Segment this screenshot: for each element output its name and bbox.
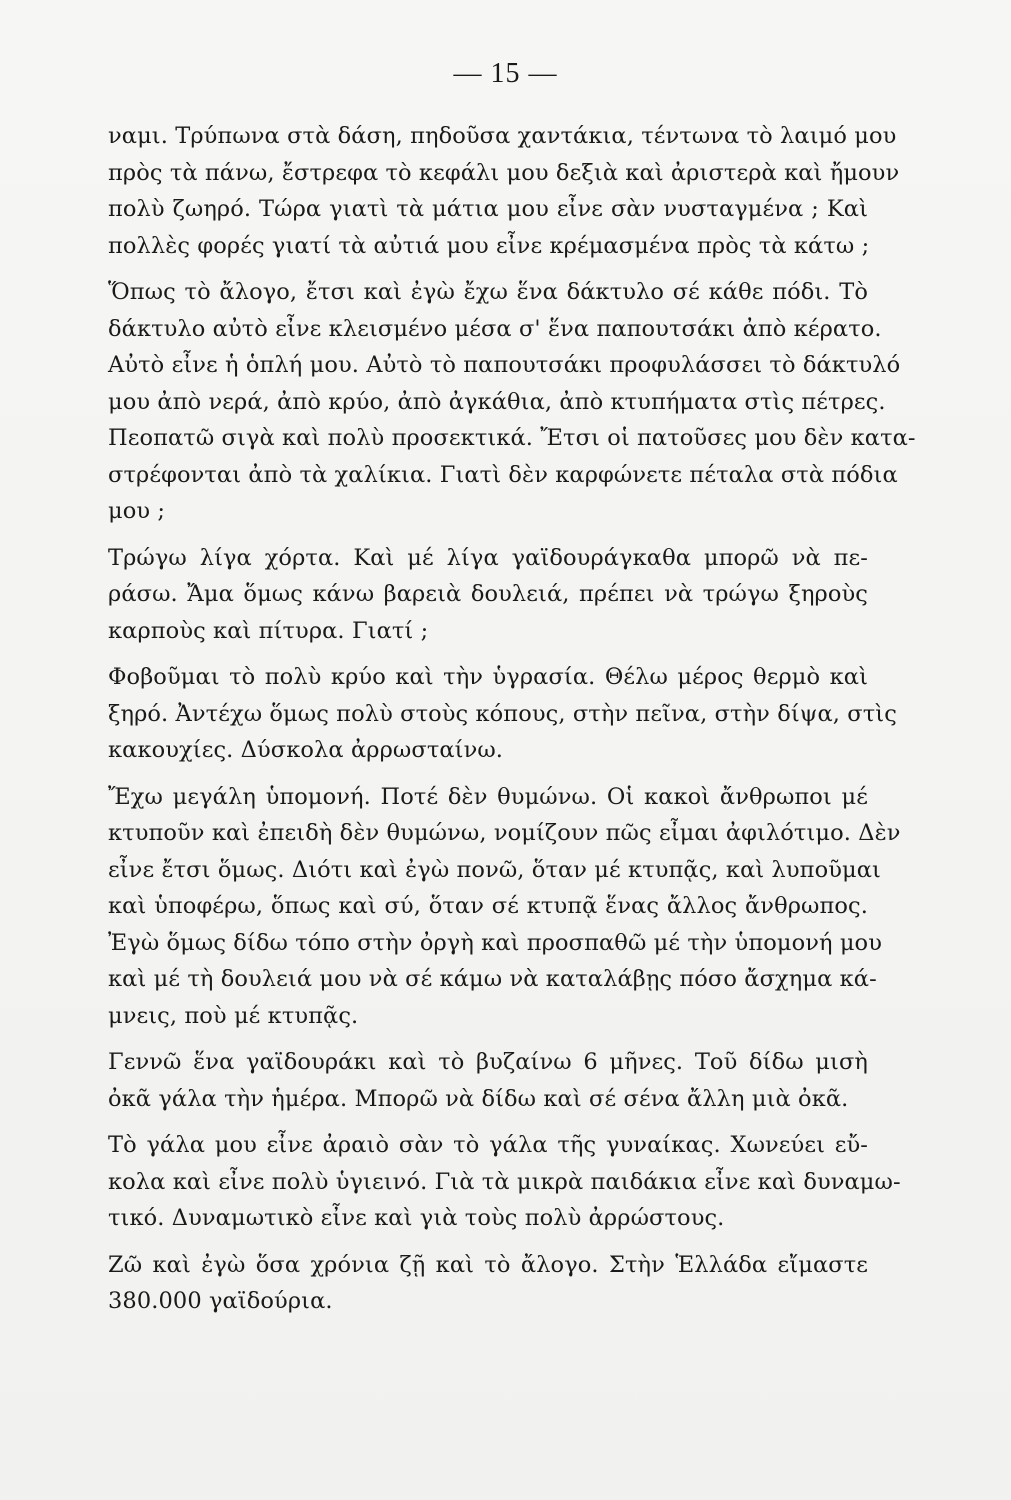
text-line: Ἔχω μεγάλη ὑπομονή. Ποτέ δὲν θυμώνω. Οἱ κακοὶ ἄνθρωποι μέ [108,783,868,810]
text-line: καὶ ὑποφέρω, ὅπως καὶ σύ, ὅταν σέ κτυπᾷ ἕνας ἄλλος ἄνθρωπος. [108,893,868,919]
paragraph [108,1247,868,1320]
text-line: ράσω. Ἄμα ὅμως κάνω βαρειὰ δουλειά, πρέπει νὰ τρώγω ξηροὺς [108,581,868,607]
text-line: ξηρό. Ἀντέχω ὅμως πολὺ στοὺς κόπους, στὴν πεῖνα, στὴν δίψα, στὶς [108,700,897,727]
text-line: ναμι. Τρύπωνα στὰ δάση, πηδοῦσα χαντάκια, τέντωνα τὸ λαιμό μου [108,123,897,149]
text-line: κτυποῦν καὶ ἐπειδὴ δὲν θυμώνω, νομίζουν πῶς εἶμαι ἀφιλότιμο. Δὲν [108,820,901,846]
paragraph [108,118,900,264]
text-line: Φοβοῦμαι τὸ πολὺ κρύο καὶ τὴν ὑγρασία. Θέλω μέρος θερμὸ καὶ [108,664,868,690]
text-line: μνεις, ποὺ μέ κτυπᾷς. [108,1002,359,1029]
text-line: Τρώγω λίγα χόρτα. Καὶ μέ λίγα γαϊδουράγκαθα μπορῶ νὰ πε- [108,544,868,571]
text-line: μου ; [108,498,166,524]
text-line: Ὅπως τὸ ἄλογο, ἔτσι καὶ ἐγὼ ἔχω ἕνα δάκτυλο σέ κάθε πόδι. Τὸ [108,279,868,305]
text-line: 380.000 γαϊδούρια. [108,1288,333,1314]
text-line: Ἐγὼ ὅμως δίδω τόπο στὴν ὀργὴ καὶ προσπαθῶ μέ τὴν ὑπομονή μου [108,929,882,956]
text-line: καρποὺς καὶ πίτυρα. Γιατί ; [108,617,429,644]
paragraph [108,779,901,1035]
text-line: πολλὲς φορές γιατί τὰ αὐτιά μου εἶνε κρέμασμένα πρὸς τὰ κάτω ; [108,232,870,259]
text-line: τικό. Δυναμωτικὸ εἶνε καὶ γιὰ τοὺς πολὺ ἀρρώστους. [108,1205,725,1231]
text-line: Πεοπατῶ σιγὰ καὶ πολὺ προσεκτικά. Ἔτσι οἱ πατοῦσες μου δὲν κατα- [108,425,916,451]
text-line: Γεννῶ ἕνα γαϊδουράκι καὶ τὸ βυζαίνω 6 μῆνες. Τοῦ δίδω μισὴ [108,1049,868,1075]
text-line: Ζῶ καὶ ἐγὼ ὅσα χρόνια ζῇ καὶ τὸ ἄλογο. Στὴν Ἑλλάδα εἴμαστε [108,1251,868,1278]
body-text [108,118,916,1320]
paragraph [108,540,868,650]
paragraph [108,1044,868,1117]
text-line: Τὸ γάλα μου εἶνε ἀραιὸ σὰν τὸ γάλα τῆς γυναίκας. Χωνεύει εὔ- [108,1132,868,1158]
text-line: Αὐτὸ εἶνε ἡ ὁπλή μου. Αὐτὸ τὸ παπουτσάκι προφυλάσσει τὸ δάκτυλό [108,352,901,378]
text-line: κακουχίες. Δύσκολα ἀρρωσταίνω. [108,737,504,763]
text-line: καὶ μέ τὴ δουλειά μου νὰ σέ κάμω νὰ καταλάβῃς πόσο ἄσχημα κά- [108,966,877,992]
text-line: πρὸς τὰ πάνω, ἔστρεφα τὸ κεφάλι μου δεξιὰ καὶ ἀριστερὰ καὶ ἤμουν [108,159,900,186]
text-line: πολὺ ζωηρό. Τώρα γιατὶ τὰ μάτια μου εἶνε σὰν νυσταγμένα ; Καὶ [108,196,868,222]
paragraph [108,1127,901,1237]
text-line: δάκτυλο αὐτὸ εἶνε κλεισμένο μέσα σ' ἕνα παπουτσάκι ἀπὸ κέρατο. [108,315,882,342]
page-number: — 15 — [453,58,558,89]
paragraph [108,274,916,530]
paragraph [108,659,897,769]
text-line: μου ἀπὸ νερά, ἀπὸ κρύο, ἀπὸ ἀγκάθια, ἀπὸ κτυπήματα στὶς πέτρες. [108,388,886,415]
text-line: ὀκᾶ γάλα τὴν ἡμέρα. Μπορῶ νὰ δίδω καὶ σέ σένα ἄλλη μιὰ ὀκᾶ. [108,1085,849,1112]
text-line: εἶνε ἔτσι ὅμως. Διότι καὶ ἐγὼ πονῶ, ὅταν μέ κτυπᾷς, καὶ λυποῦμαι [108,856,881,883]
text-line: κολα καὶ εἶνε πολὺ ὑγιεινό. Γιὰ τὰ μικρὰ παιδάκια εἶνε καὶ δυναμω- [108,1168,901,1195]
text-line: στρέφονται ἀπὸ τὰ χαλίκια. Γιατὶ δὲν καρφώνετε πέταλα στὰ πόδια [108,461,898,488]
